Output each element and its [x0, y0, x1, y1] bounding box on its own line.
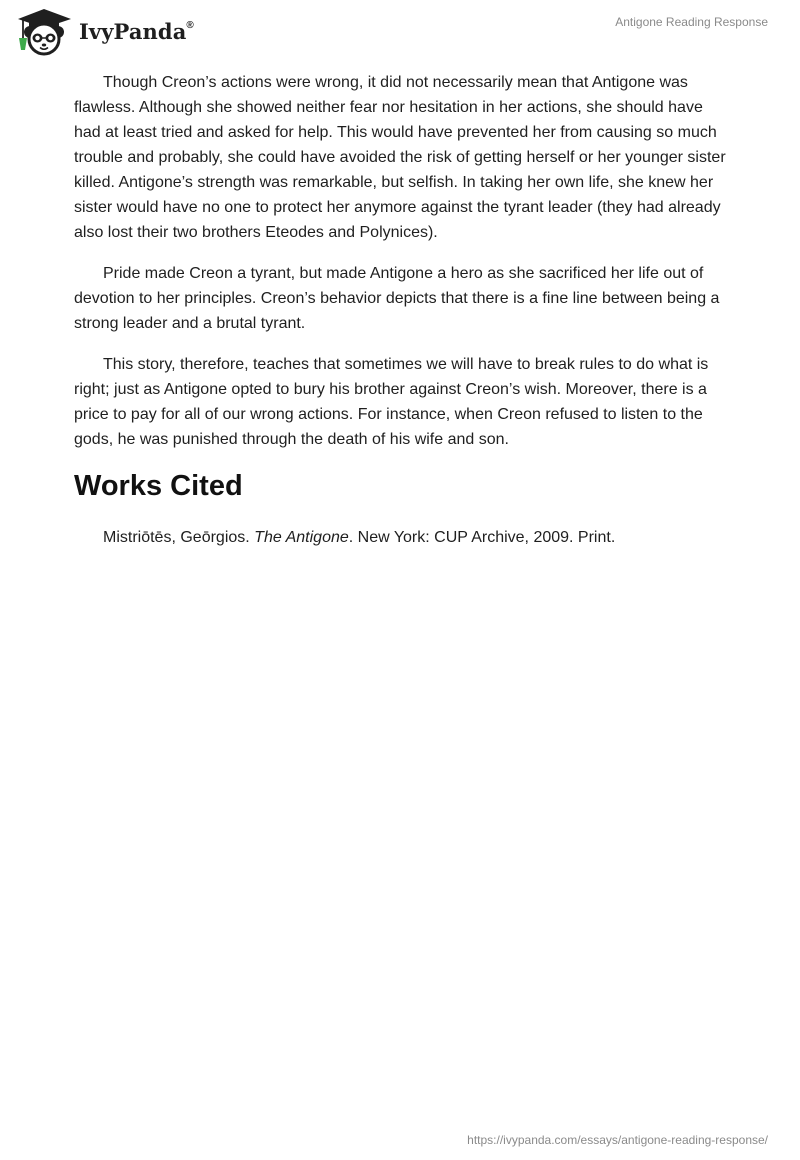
registered-mark: ®: [186, 19, 194, 31]
body-paragraph: This story, therefore, teaches that sometimes we will have to break rules to do what is right; just as Antigone opted to bury his brother against Creon’s wish. Moreover, there is a price to pay for all of our wrong actions. For instance, when Creon refused to listen to the gods, he was punished through the death of his wife and son.: [74, 356, 709, 448]
essay-content: [74, 70, 728, 550]
works-cited-heading: Works Cited: [74, 470, 243, 502]
ivypanda-logo[interactable]: [16, 8, 194, 56]
citation-title: The Antigone: [254, 529, 349, 546]
page-header: [0, 0, 800, 70]
citation-entry: [74, 525, 728, 550]
citation-publication: . New York: CUP Archive, 2009. Print.: [348, 529, 616, 546]
body-paragraph: Though Creon’s actions were wrong, it did not necessarily mean that Antigone was flawless. Although she showed neither fear nor hesitation in her actions, she should have had at least tried and asked for help. This would have prevented her from causing so much trouble and probably, she could have avoided the risk of getting herself or her younger sister killed. Antigone’s strength was remarkable, but selfish. In taking her own life, she knew her sister would have no one to protect her anymore against the tyrant leader (they had already also lost their two brothers Eteodes and Polynices).: [74, 74, 726, 241]
body-paragraph: Pride made Creon a tyrant, but made Antigone a hero as she sacrificed her life out of devotion to her principles. Creon’s behavior depicts that there is a fine line between being a strong leader and a brutal tyrant.: [74, 265, 720, 332]
citation-author: Mistriōtēs, Geōrgios.: [103, 529, 250, 546]
running-title: Antigone Reading Response: [615, 15, 768, 29]
brand-name: IvyPanda®: [79, 18, 194, 44]
panda-graduate-icon: [16, 8, 74, 56]
source-url[interactable]: https://ivypanda.com/essays/antigone-reading-response/: [467, 1133, 768, 1147]
